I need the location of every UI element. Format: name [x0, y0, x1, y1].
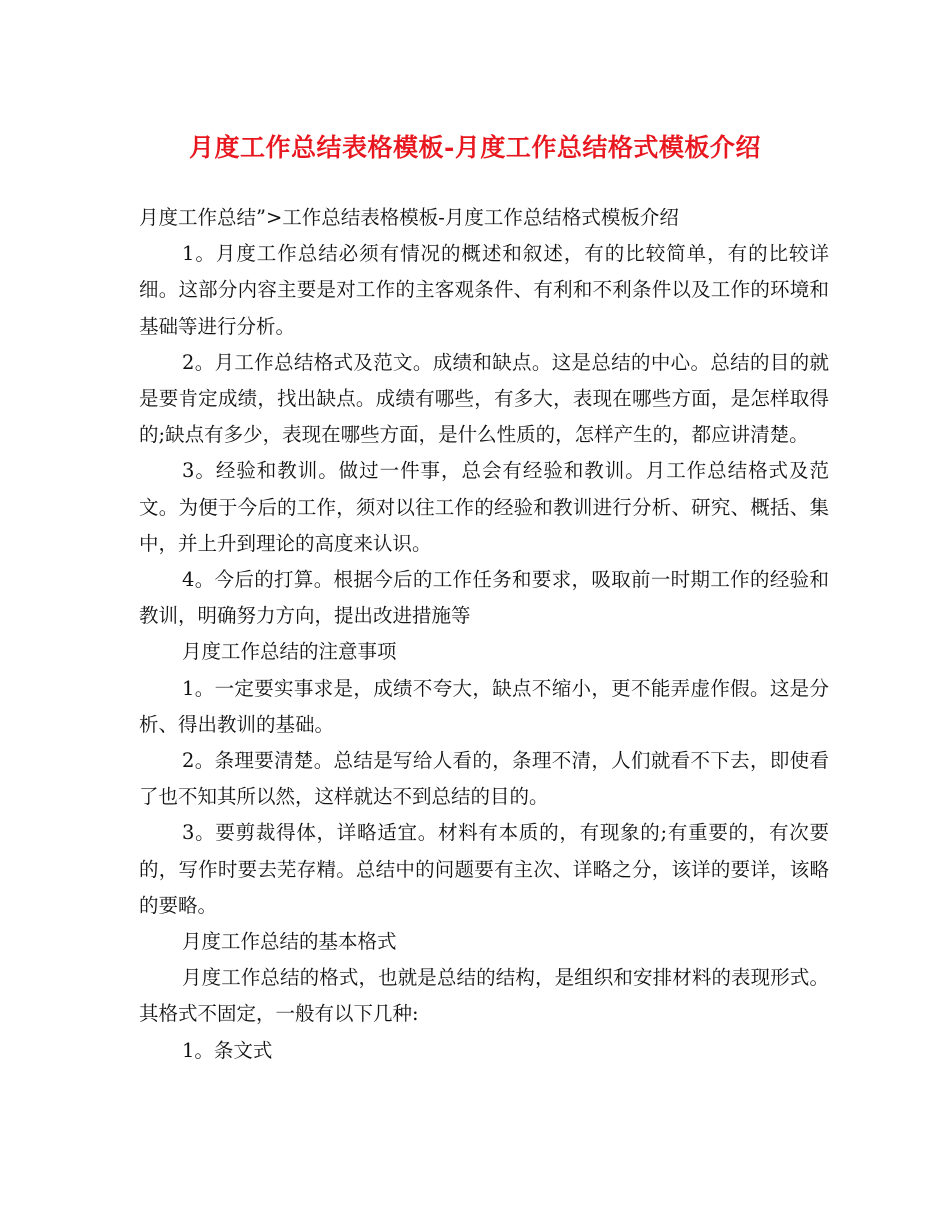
intro-line: 月度工作总结”>工作总结表格模板-月度工作总结格式模板介绍 — [139, 206, 679, 229]
paragraph-plans: 4。今后的打算。根据今后的工作任务和要求，吸取前一时期工作的经验和教训，明确努力方向，提出改进措施等 — [139, 568, 829, 628]
section-heading-notes: 月度工作总结的注意事项 — [182, 640, 397, 664]
list-item-article-style: 1。条文式 — [182, 1038, 273, 1062]
paragraph-format-intro: 月度工作总结的格式，也就是总结的结构，是组织和安排材料的表现形式。其格式不固定，一般有以下几种: — [139, 966, 829, 1026]
section-heading-format: 月度工作总结的基本格式 — [182, 930, 397, 954]
paragraph-note-clarity: 2。条理要清楚。总结是写给人看的，条理不清，人们就看不下去，即使看了也不知其所以然，这样就达不到总结的目的。 — [139, 749, 829, 809]
paragraph-achievements: 2。月工作总结格式及范文。成绩和缺点。这是总结的中心。总结的目的就是要肯定成绩，找出缺点。成绩有哪些，有多大，表现在哪些方面，是怎样取得的;缺点有多少，表现在哪些方面，是什么性质的，怎样产生的，都应讲清楚。 — [139, 350, 829, 447]
paragraph-lessons: 3。经验和教训。做过一件事，总会有经验和教训。月工作总结格式及范文。为便于今后的工作，须对以往工作的经验和教训进行分析、研究、概括、集中，并上升到理论的高度来认识。 — [139, 459, 829, 555]
paragraph-overview: 1。月度工作总结必须有情况的概述和叙述，有的比较简单，有的比较详细。这部分内容主要是对工作的主客观条件、有利和不利条件以及工作的环境和基础等进行分析。 — [139, 242, 829, 338]
paragraph-note-truthful: 1。一定要实事求是，成绩不夸大，缺点不缩小，更不能弄虚作假。这是分析、得出教训的基础。 — [139, 676, 829, 736]
document-title: 月度工作总结表格模板-月度工作总结格式模板介绍 — [189, 133, 761, 162]
paragraph-note-editing: 3。要剪裁得体，详略适宜。材料有本质的，有现象的;有重要的，有次要的，写作时要去芜存精。总结中的问题要有主次、详略之分，该详的要详，该略的要略。 — [139, 821, 829, 917]
document-body — [139, 200, 829, 1069]
